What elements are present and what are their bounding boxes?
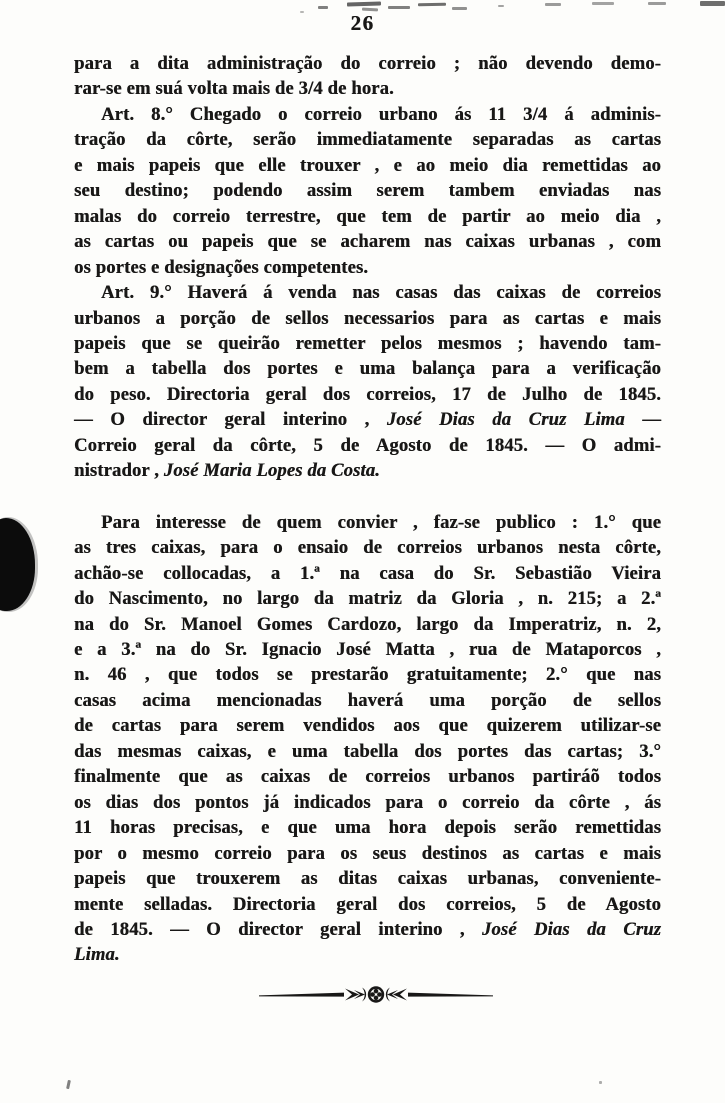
text-line: das mesmas caixas, e uma tabella dos portes das cartas; 3.° — [74, 740, 661, 762]
text-line: rar-se em suá volta mais de 3/4 de hora. — [74, 78, 394, 100]
text-line: nistrador , José Maria Lopes da Costa. — [74, 460, 380, 482]
text-line: de 1845. — O director geral interino , José Dias da Cruz — [74, 918, 662, 940]
text-line: malas do correio terrestre, que tem de partir ao meio dia , — [74, 205, 661, 227]
page-number: 26 — [350, 11, 375, 35]
text-line: e a 3.ª na do Sr. Ignacio José Matta , rua de Mataporcos , — [74, 638, 661, 660]
text-line: mente selladas. Directoria geral dos correios, 5 de Agosto — [74, 893, 661, 915]
text-line: e mais papeis que elle trouxer , e ao meio dia remettidas ao — [74, 154, 661, 176]
paragraph-block — [74, 51, 661, 102]
text-line: os dias dos pontos já indicados para o correio da côrte , ás — [74, 791, 661, 813]
text-line: achão-se collocadas, a 1.ª na casa do Sr. Sebastião Vieira — [74, 562, 661, 584]
text-line: n. 46 , que todos se prestarão gratuitamente; 2.° que nas — [74, 664, 661, 686]
paragraph-block — [74, 510, 661, 968]
text-line: por o mesmo correio para os seus destinos as cartas e mais — [74, 842, 661, 864]
text-line: tração da côrte, serão immediatamente separadas as cartas — [74, 129, 661, 151]
text-line: Lima. — [74, 944, 120, 966]
text-line: Art. 9.° Haverá á venda nas casas das caixas de correios — [101, 282, 661, 304]
text-line: finalmente que as caixas de correios urbanos partiráõ todos — [74, 766, 661, 788]
text-line: Art. 8.° Chegado o correio urbano ás 11 3/4 á adminis- — [101, 103, 661, 125]
text-line: as tres caixas, para o ensaio de correios urbanos nesta côrte, — [74, 537, 661, 559]
text-line: — O director geral interino , José Dias da Cruz Lima — — [74, 409, 661, 431]
text-line: de cartas para serem vendidos aos que quizerem utilizar-se — [74, 715, 661, 737]
text-line: seu destino; podendo assim serem tambem enviadas nas — [74, 180, 661, 202]
text-line: os portes e designações competentes. — [74, 256, 369, 278]
page-text — [74, 51, 661, 968]
text-line: as cartas ou papeis que se acharem nas caixas urbanas , com — [74, 231, 661, 253]
text-line: papeis que trouxerem as ditas caixas urbanas, conveniente- — [74, 868, 661, 890]
text-line: do Nascimento, no largo da matriz da Gloria , n. 215; a 2.ª — [74, 588, 661, 610]
text-line: bem a tabella dos portes e uma balança para a verificação — [74, 358, 661, 380]
text-line: 11 horas precisas, e que uma hora depois serão remettidas — [74, 817, 661, 839]
text-line: Correio geral da côrte, 5 de Agosto de 1845. — O admi- — [74, 434, 661, 456]
text-line: Para interesse de quem convier , faz-se publico : 1.° que — [101, 511, 661, 533]
text-line: na do Sr. Manoel Gomes Cardozo, largo da Imperatriz, n. 2, — [74, 613, 661, 635]
text-line: papeis que se queirão remetter pelos mesmos ; havendo tam- — [74, 332, 661, 354]
text-line: urbanos a porção de sellos necessarios para as cartas e mais — [74, 307, 661, 329]
text-line: do peso. Directoria geral dos correios, 17 de Julho de 1845. — [74, 383, 661, 405]
paragraph-block — [74, 102, 661, 280]
text-line: para a dita administração do correio ; não devendo demo- — [74, 53, 661, 74]
text-line: casas acima mencionadas haverá uma porção de sellos — [74, 689, 661, 711]
tailpiece-ornament-icon — [258, 982, 494, 1008]
paragraph-block — [74, 280, 661, 484]
ink-blot-artifact — [0, 518, 35, 611]
